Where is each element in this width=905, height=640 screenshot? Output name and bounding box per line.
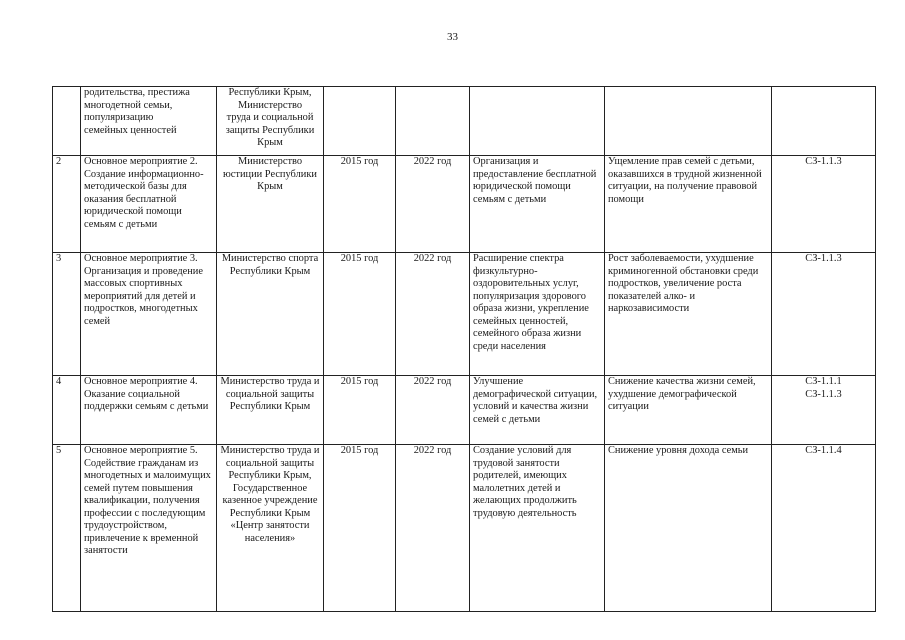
activity-cell xyxy=(81,253,217,376)
cell-text: Министерство спорта Республики Крым xyxy=(221,253,319,277)
cell-text: СЗ-1.1.3 xyxy=(805,253,842,264)
table-row xyxy=(53,376,876,445)
consequences-cell xyxy=(605,376,772,445)
cell-text: Министерство юстиции Республики Крым xyxy=(223,156,317,192)
cell-text: Снижение уровня дохода семьи xyxy=(608,445,749,456)
cell-text: СЗ-1.1.1 xyxy=(805,376,842,387)
cell-text: Рост заболеваемости, ухудшение криминогенной обстановки среди подростков, увеличение роста показателей алко- и наркозависимости xyxy=(608,253,759,314)
cell-text: Основное мероприятие 3. Организация и проведение массовых спортивных мероприятий для детей и подростков, многодетных семей xyxy=(84,253,203,327)
consequences-cell xyxy=(605,156,772,253)
expected-result-cell xyxy=(470,445,605,612)
row-number: 2 xyxy=(53,156,81,253)
expected-result-cell xyxy=(470,156,605,253)
page-number: 33 xyxy=(447,31,458,43)
indicator-codes-cell xyxy=(772,156,876,253)
cell-text: Ущемление прав семей с детьми, оказавшихся в трудной жизненной ситуации, на получение правовой помощи xyxy=(608,156,762,205)
table-row xyxy=(53,253,876,376)
end-year-cell: 2022 год xyxy=(396,156,470,253)
start-year-cell: 2015 год xyxy=(324,376,396,445)
cell-text: СЗ-1.1.3 xyxy=(805,156,842,167)
consequences-cell xyxy=(605,445,772,612)
cell-text: СЗ-1.1.4 xyxy=(805,445,842,456)
activity-cell xyxy=(81,445,217,612)
expected-result-cell xyxy=(470,253,605,376)
row-number: 5 xyxy=(53,445,81,612)
cell-text: Организация и предоставление бесплатной юридической помощи семьям с детьми xyxy=(473,156,597,205)
row-number: 3 xyxy=(53,253,81,376)
activity-cell: родительства, престижа многодетной семьи, популяризацию семейных ценностей xyxy=(81,87,217,156)
start-year-cell: 2015 год xyxy=(324,253,396,376)
cell-text: Снижение качества жизни семей, ухудшение демографической ситуации xyxy=(608,376,756,412)
indicator-codes-cell xyxy=(772,376,876,445)
expected-result-cell xyxy=(470,376,605,445)
table-row xyxy=(53,156,876,253)
indicator-codes-cell xyxy=(772,87,876,156)
activity-cell xyxy=(81,156,217,253)
table-row xyxy=(53,445,876,612)
cell-text: Министерство труда и социальной защиты Республики Крым xyxy=(220,376,320,412)
row-number: 4 xyxy=(53,376,81,445)
table-row xyxy=(53,87,876,156)
cell-text: Основное мероприятие 2. Создание информационно-методической базы для оказания бесплатной юридической помощи семьям с детьми xyxy=(84,156,204,230)
start-year-cell: 2015 год xyxy=(324,156,396,253)
executor-cell xyxy=(217,253,324,376)
start-year-cell xyxy=(324,87,396,156)
end-year-cell: 2022 год xyxy=(396,376,470,445)
executor-cell xyxy=(217,376,324,445)
consequences-cell xyxy=(605,253,772,376)
executor-cell xyxy=(217,156,324,253)
end-year-cell xyxy=(396,87,470,156)
expected-result-cell xyxy=(470,87,605,156)
cell-text: Расширение спектра физкультурно-оздоровительных услуг, популяризация здорового образа жизни, укрепление семейных ценностей, семейного образа жизни среди населения xyxy=(473,253,589,352)
program-activities-table xyxy=(52,86,876,612)
end-year-cell: 2022 год xyxy=(396,445,470,612)
start-year-cell: 2015 год xyxy=(324,445,396,612)
cell-text: Улучшение демографической ситуации, условий и качества жизни семей с детьми xyxy=(473,376,598,425)
end-year-cell: 2022 год xyxy=(396,253,470,376)
row-number xyxy=(53,87,81,156)
indicator-codes-cell xyxy=(772,445,876,612)
consequences-cell xyxy=(605,87,772,156)
cell-text: Основное мероприятие 5. Содействие гражданам из многодетных и малоимущих семей путем повышения квалификации, получения профессии с последующим трудоустройством, привлечение к временной занятости xyxy=(84,445,211,556)
indicator-codes-cell xyxy=(772,253,876,376)
activity-cell xyxy=(81,376,217,445)
cell-text: Создание условий для трудовой занятости родителей, имеющих малолетних детей и желающих продолжить трудовую деятельность xyxy=(473,445,577,519)
executor-cell xyxy=(217,445,324,612)
cell-text: СЗ-1.1.3 xyxy=(805,388,842,400)
executor-cell: Республики Крым, Министерство труда и социальной защиты Республики Крым xyxy=(217,87,324,156)
cell-text: Основное мероприятие 4. Оказание социальной поддержки семьям с детьми xyxy=(84,376,209,412)
cell-text: Министерство труда и социальной защиты Республики Крым, Государственное казенное учреждение Республики Крым «Центр занятости населения» xyxy=(220,445,320,544)
